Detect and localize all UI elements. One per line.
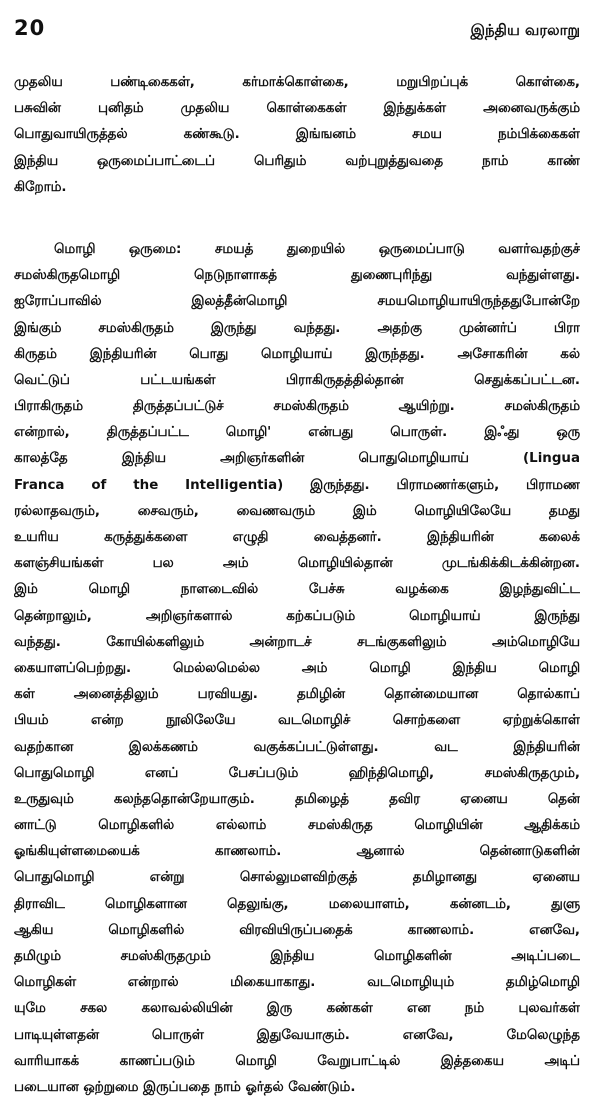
page-number: 20: [14, 16, 46, 40]
text-line: னாட்டு மொழிகளில் எல்லாம் சமஸ்கிருத மொழியின் ஆதிக்கம்: [14, 818, 580, 834]
text-line: பொதுவாயிருத்தல் கண்கூடு. இங்ஙனம் சமய நம்பிக்கைகள்: [14, 127, 580, 143]
text-line: தமிழும் சமஸ்கிருதமும் இந்திய மொழிகளின் அடிப்படை: [14, 949, 580, 964]
text-line: மொழிகள் என்றால் மிகையாகாது. வடமொழியும் தமிழ்மொழி: [14, 975, 580, 991]
text-line: கையாளப்பெற்றது. மெல்லமெல்ல அம் மொழி இந்திய மொழி: [14, 660, 580, 676]
paragraph-gap: [14, 201, 580, 237]
text-line: பசுவின் புனிதம் முதலிய கொள்கைகள் இந்துக்கள் அனைவருக்கும்: [14, 101, 580, 117]
text-line: பாடியுள்ளதன் பொருள் இதுவேயாகும். எனவே, மேலெழுந்த: [14, 1027, 580, 1043]
text-line: யுமே சகல கலாவல்லியின் இரு கண்கள் என நம் புலவர்கள்: [14, 1001, 580, 1017]
text-line: களஞ்சியங்கள் பல அம் மொழியில்தான் முடங்கிக்கிடக்கின்றன.: [14, 556, 580, 572]
text-line: ஐரோப்பாவில் இலத்தீன்மொழி சமயமொழியாயிருந்ததுபோன்றே: [14, 294, 580, 310]
text-line: ஆகிய மொழிகளில் விரவியிருப்பதைக் காணலாம். எனவே,: [14, 922, 580, 938]
text-line: பொதுமொழி எனப் பேசப்படும் ஹிந்திமொழி, சமஸ்கிருதமும்,: [14, 765, 580, 781]
paragraph-2: [14, 237, 580, 1101]
paragraph-1: [14, 70, 580, 201]
text-line: இந்திய ஒருமைப்பாட்டைப் பெரிதும் வற்புறுத்துவதை நாம் காண்: [14, 153, 580, 169]
text-line: உருதுவும் கலந்ததொன்றேயாகும். தமிழைத் தவிர ஏனைய தென்: [14, 791, 580, 807]
text-line: வாரியாகக் காணப்படும் மொழி வேறுபாட்டில் இத்தகைய அடிப்: [14, 1053, 580, 1069]
text-line: பியம் என்ற நூலிலேயே வடமொழிச் சொற்களை ஏற்றுக்கொள்: [14, 713, 580, 729]
page-header: [14, 16, 580, 50]
text-line: தென்றாலும், அறிஞர்களால் கற்கப்படும் மொழியாய் இருந்து: [14, 608, 580, 624]
running-head: இந்திய வரலாறு: [470, 21, 580, 39]
text-line: காலத்தே இந்திய அறிஞர்களின் பொதுமொழியாய் (Lingua: [14, 451, 580, 467]
text-line: முதலிய பண்டிகைகள், கர்மாக்கொள்கை, மறுபிறப்புக் கொள்கை,: [14, 75, 580, 90]
text-line: வதற்கான இலக்கணம் வகுக்கப்பட்டுள்ளது. வட இந்தியரின்: [14, 739, 580, 755]
text-line: இம் மொழி நாளடைவில் பேச்சு வழக்கை இழந்துவிட்ட: [14, 582, 580, 598]
text-line: ரல்லாதவரும், சைவரும், வைணவரும் இம் மொழியிலேயே தமது: [14, 503, 580, 519]
text-line: பிராகிருதம் திருத்தப்பட்டுச் சமஸ்கிருதம் ஆயிற்று. சமஸ்கிருதம்: [14, 399, 580, 415]
text-line: சமஸ்கிருதமொழி நெடுநாளாகத் துணைபுரிந்து வந்துள்ளது.: [14, 268, 580, 284]
text-line: பொதுமொழி என்று சொல்லுமளவிற்குத் தமிழானது ஏனைய: [14, 870, 580, 886]
text-line: கிருதம் இந்தியரின் பொது மொழியாய் இருந்தது. அசோகரின் கல்: [14, 346, 580, 362]
text-line: உயரிய கருத்துக்களை எழுதி வைத்தனர். இந்தியரின் கலைக்: [14, 530, 580, 545]
text-line: கிறோம்.: [14, 179, 67, 195]
text-line: மொழி ஒருமை: சமயத் துறையில் ஒருமைப்பாடு வளர்வதற்குச்: [54, 241, 580, 257]
text-line: படையான ஒற்றுமை இருப்பதை நாம் ஓர்தல் வேண்டும்.: [14, 1079, 356, 1095]
text-line: இங்கும் சமஸ்கிருதம் இருந்து வந்தது. அதற்கு முன்னர்ப் பிரா: [14, 320, 580, 336]
text-line: கள் அனைத்திலும் பரவியது. தமிழின் தொன்மையான தொல்காப்: [14, 687, 580, 703]
text-line: திராவிட மொழிகளான தெலுங்கு, மலையாளம், கன்னடம், துளு: [14, 896, 580, 912]
text-line: வெட்டுப் பட்டயங்கள் பிராகிருதத்தில்தான் செதுக்கப்பட்டன.: [14, 372, 580, 388]
text-line: Franca of the Intelligentia) இருந்தது. பிராமணர்களும், பிராமண: [14, 477, 580, 493]
text-line: ஓங்கியுள்ளமையைக் காணலாம். ஆனால் தென்னாடுகளின்: [14, 844, 580, 860]
text-line: என்றால், திருத்தப்பட்ட மொழி' என்பது பொருள். இஃது ஒரு: [14, 425, 580, 441]
text-line: வந்தது. கோயில்களிலும் அன்றாடச் சடங்குகளிலும் அம்மொழியே: [14, 634, 580, 650]
